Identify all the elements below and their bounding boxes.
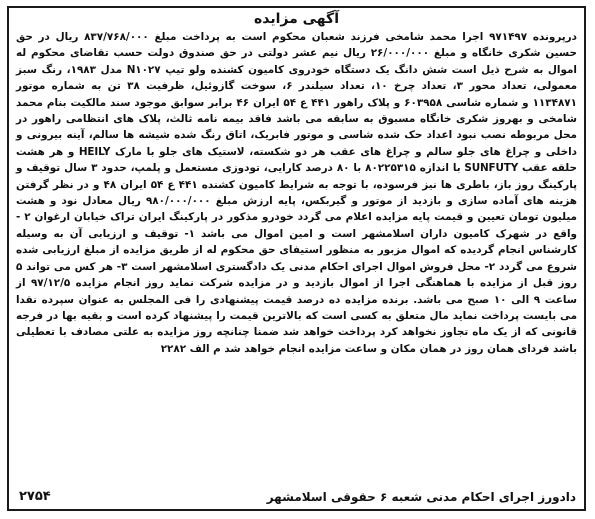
notice-number: ۲۷۵۴ (19, 489, 51, 504)
auction-notice (7, 6, 586, 511)
notice-title: آگهی مزایده (253, 11, 339, 27)
notice-body (9, 28, 584, 357)
notice-paragraph: درپرونده ۹۷۱۴۹۷ اجرا محمد شامخی فرزند شعبان محکوم است به پرداخت مبلغ ۸۳۷/۷۶۸/۰۰۰ ریال در حق حسین شکری خانگاه و مبلغ ۲۶/۰۰۰/۰۰۰ ریال نیم عشر دولتی در حق صندوق دولت حسب تقاضای محکوم له اموال به شرح ذیل است شش دانگ یک دستگاه خودروی کامیون کشنده ولو تیپ N۱۰۲۷ مدل ۱۹۸۳، رنگ سبز معمولی، تعداد محور ۳، تعداد چرخ ۱۰، تعداد سیلندر ۶، سوخت گازوئیل، ظرفیت ۳۸ تن به شماره موتور ۱۱۳۴۸۷۱ و شماره شاسی ۶۰۳۹۵۸ و پلاک راهور ۴۴۱ ع ۵۴ ایران ۴۶ برابر سوابق موجود سند مالکیت بنام محمد شامخی و بهروز شکری خانگاه مسبوق به سابقه می باشد فاقد بیمه نامه ثالث، پلاک های انتظامی راهور در محل مربوطه نصب نبود اعداد حک شده شاسی و موتور فابریک، اتاق رنگ شده شیشه ها سالم، آینه بیرونی و داخلی و چراغ های جلو سالم و چراغ های عقب هر دو شکسته، لاستیک های جلو با مارک HEILY و هر هشت حلقه عقب SUNFUTY با اندازه ۸۰۲۲۵۳۱۵ با ۸۰ درصد کارایی، تودوزی مستعمل و پلمپ، حدود ۳ سال توقیف و پارکینگ روز باز، باطری ها نیز فرسوده، با توجه به شرایط کامیون کشنده ۴۴۱ ع ۵۴ ایران ۴۸ و در نظر گرفتن هزینه های آماده سازی و بازدید از موتور و گیربکس، پایه ارزش مبلغ ۹۸۰/۰۰۰/۰۰۰ ریال معادل نود و هشت میلیون تومان تعیین و قیمت پایه مزایده اعلام می گردد خودرو مذکور در پارکینگ ایران تراک خیابان ارغوان ۲ - واقع در شهرک کامیون داران اسلامشهر است و امین اموال می باشد ۱- توقیف و ارزیابی آن به وسیله کارشناس انجام گردیده که اموال مزبور به منظور استیفای حق محکوم له از طریق مزایده از مبلغ ارزیابی شده شروع می گردد ۲- محل فروش اموال اجرای احکام مدنی یک دادگستری اسلامشهر است ۳- هر کس می تواند ۵ روز قبل از مزایده با هماهنگی اجرا از اموال بازدید و در مزایده شرکت نماید روز انجام مزایده ۹۷/۱۲/۵ از ساعت ۹ الی ۱۰ صبح می باشد. برنده مزایده ده درصد قیمت پیشنهادی را فی المجلس به عنوان سپرده نقدا می بایست پرداخت نماید مال متعلق به کسی است که بالاترین قیمت را پیشنهاد کرده است و بقیه بها در فرجه قانونی که از یک ماه تجاوز نخواهد کرد پرداخت خواهد شد ضمنا چنانچه روز مزایده به علتی مصادف با تعطیلی باشد فردای همان روز در همان مکان و ساعت مزایده انجام خواهد شد م الف ۲۲۸۲ (16, 31, 578, 355)
notice-signature: دادورز اجرای احکام مدنی شعبه ۶ حقوقی اسلامشهر (266, 490, 576, 504)
